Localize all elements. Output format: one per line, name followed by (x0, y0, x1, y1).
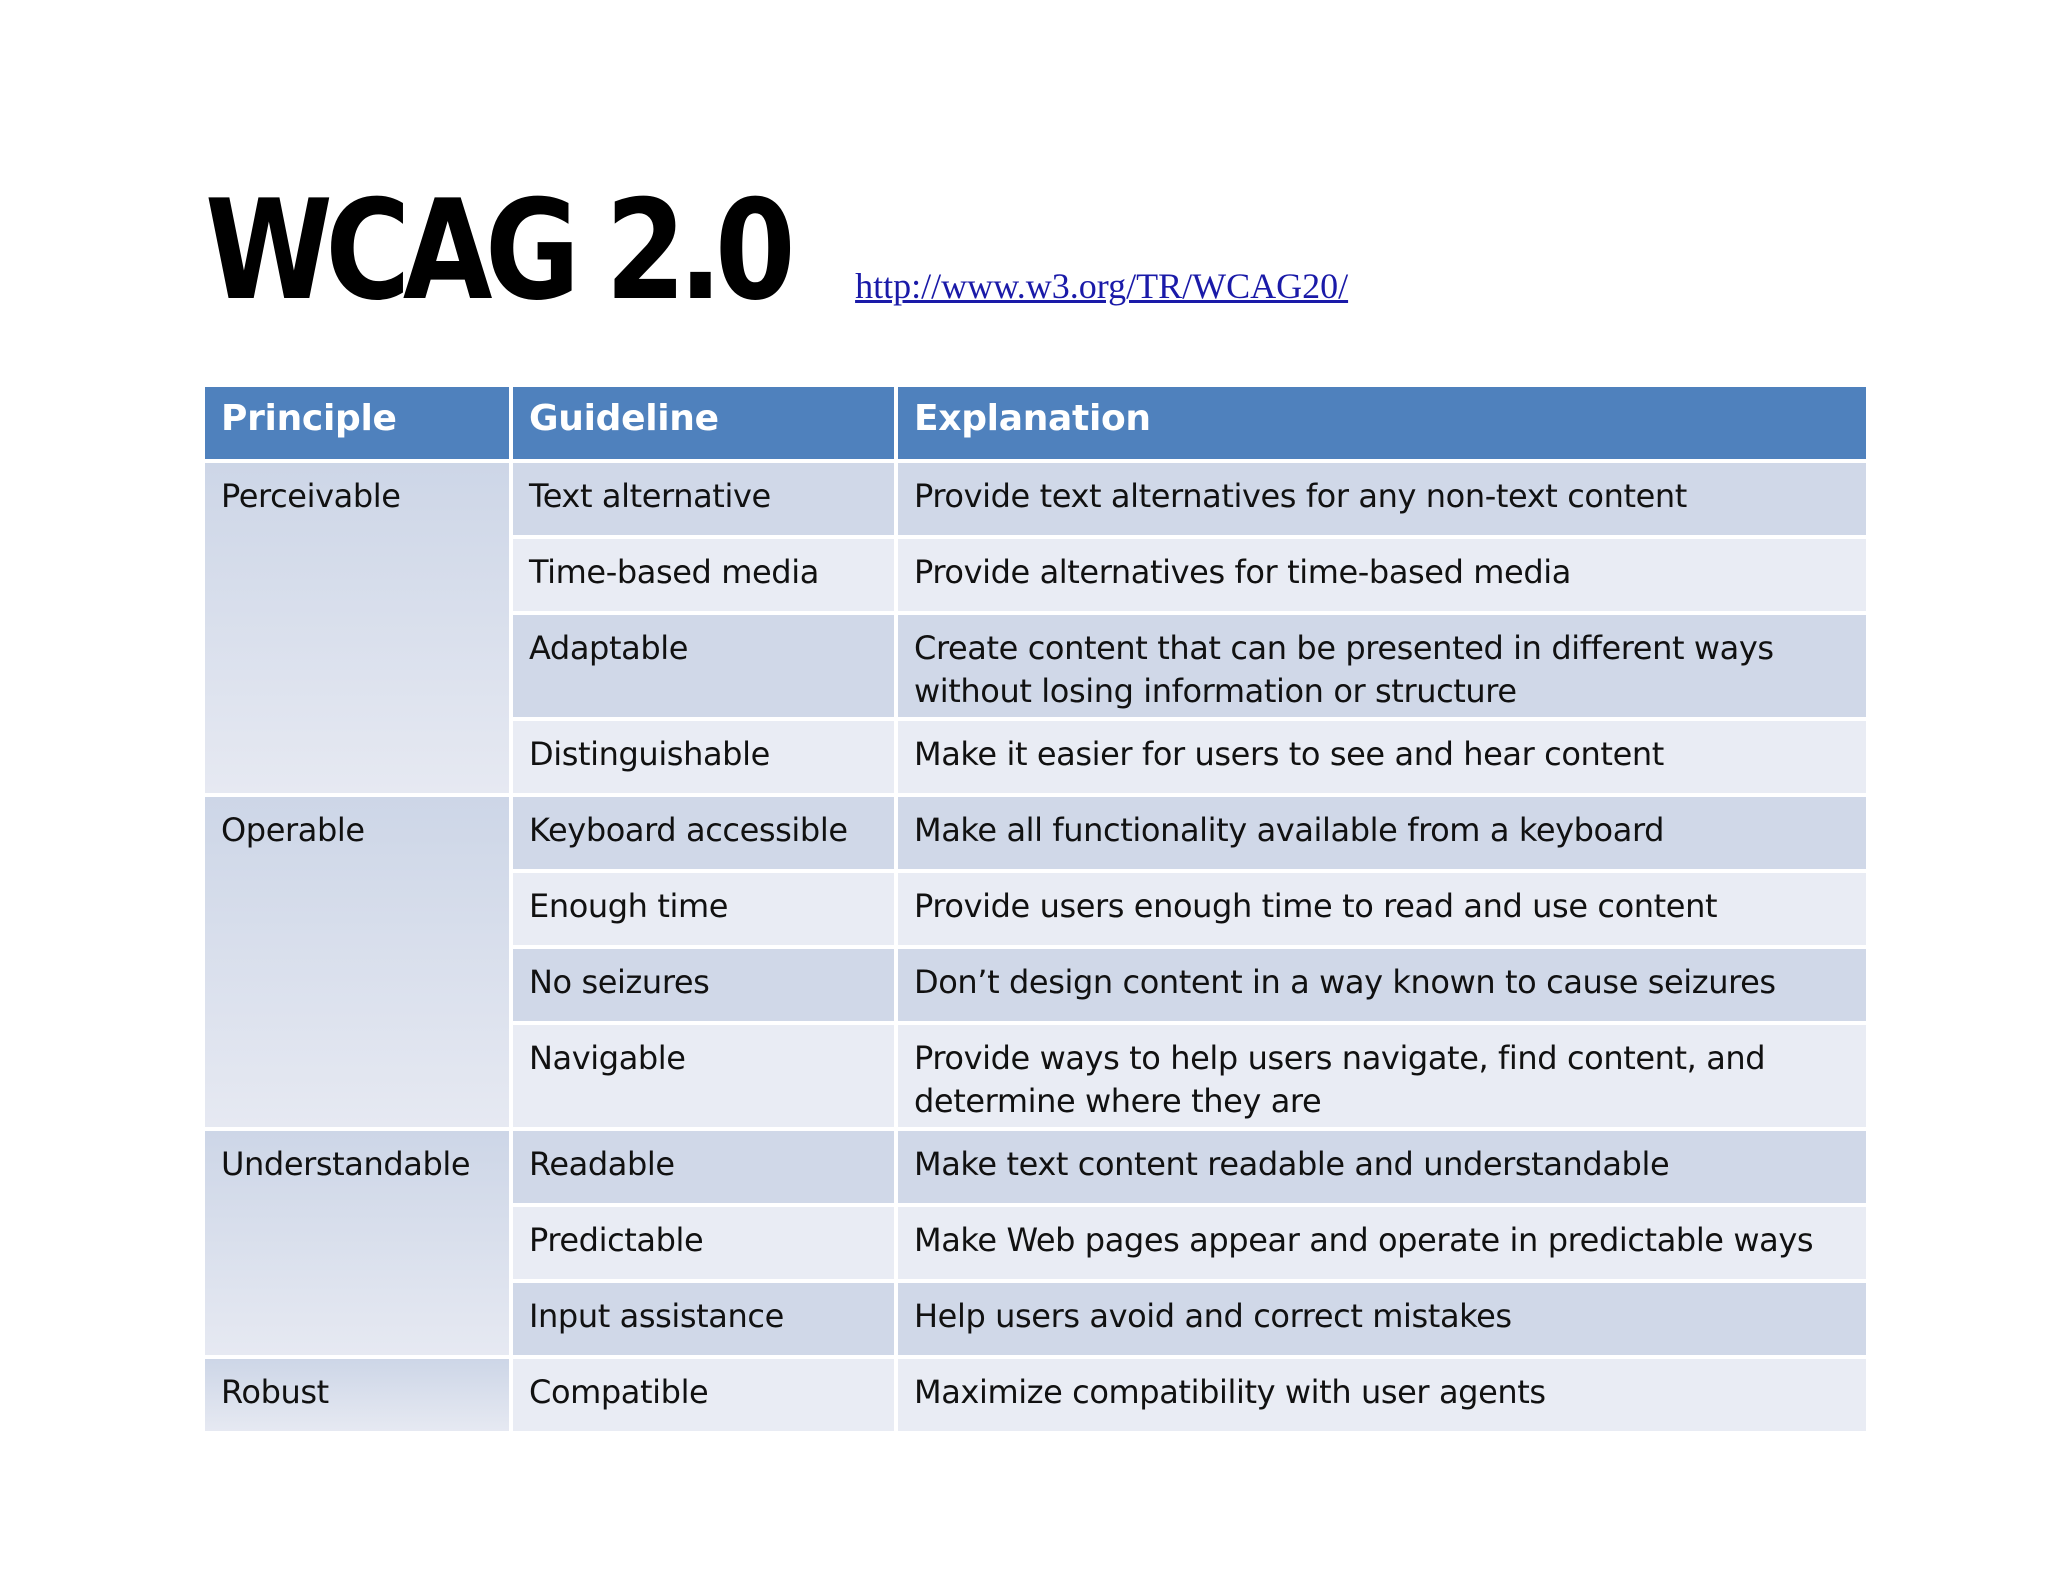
slide-title (205, 170, 1349, 342)
explanation-cell: Provide text alternatives for any non-text content (898, 463, 1866, 535)
guideline-cell: Predictable (513, 1207, 894, 1279)
explanation-cell: Provide ways to help users navigate, find content, and determine where they are (898, 1025, 1866, 1127)
column-header-principle: Principle (205, 387, 509, 459)
explanation-cell: Make all functionality available from a keyboard (898, 797, 1866, 869)
guideline-cell: Keyboard accessible (513, 797, 894, 869)
explanation-cell: Create content that can be presented in different ways without losing information or structure (898, 615, 1866, 717)
explanation-cell: Don’t design content in a way known to cause seizures (898, 949, 1866, 1021)
explanation-cell: Provide alternatives for time-based media (898, 539, 1866, 611)
principle-cell: Robust (205, 1359, 509, 1431)
guideline-cell: Text alternative (513, 463, 894, 535)
table-row (205, 1131, 1866, 1203)
guideline-cell: Enough time (513, 873, 894, 945)
explanation-cell: Make Web pages appear and operate in predictable ways (898, 1207, 1866, 1279)
guideline-cell: Input assistance (513, 1283, 894, 1355)
principle-cell: Understandable (205, 1131, 509, 1355)
principle-cell: Perceivable (205, 463, 509, 793)
table-row (205, 463, 1866, 535)
explanation-cell: Make text content readable and understandable (898, 1131, 1866, 1203)
guideline-cell: Navigable (513, 1025, 894, 1127)
explanation-cell: Make it easier for users to see and hear content (898, 721, 1866, 793)
column-header-explanation: Explanation (898, 387, 1866, 459)
explanation-cell: Maximize compatibility with user agents (898, 1359, 1866, 1431)
wcag-table (201, 383, 1870, 1435)
explanation-cell: Help users avoid and correct mistakes (898, 1283, 1866, 1355)
guideline-cell: No seizures (513, 949, 894, 1021)
column-header-guideline: Guideline (513, 387, 894, 459)
guideline-cell: Time-based media (513, 539, 894, 611)
table-header-row (205, 387, 1866, 459)
table-row (205, 1359, 1866, 1431)
explanation-cell: Provide users enough time to read and use content (898, 873, 1866, 945)
page-title: WCAG 2.0 (205, 170, 789, 331)
wcag-spec-link[interactable]: http://www.w3.org/TR/WCAG20/ (855, 266, 1349, 306)
guideline-cell: Readable (513, 1131, 894, 1203)
guideline-cell: Adaptable (513, 615, 894, 717)
guideline-cell: Distinguishable (513, 721, 894, 793)
principle-cell: Operable (205, 797, 509, 1127)
table-row (205, 797, 1866, 869)
guideline-cell: Compatible (513, 1359, 894, 1431)
